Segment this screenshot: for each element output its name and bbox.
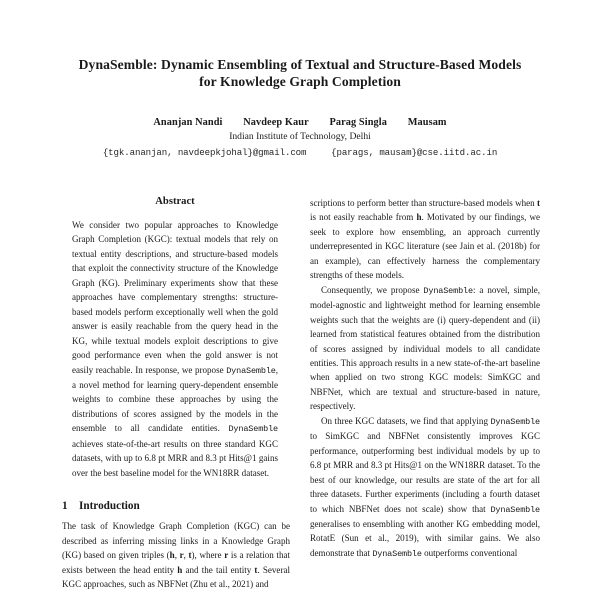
intro-text-b: ), where bbox=[191, 550, 225, 561]
section-title: Introduction bbox=[79, 500, 140, 513]
right-paragraph-continuation bbox=[310, 196, 540, 283]
section-number: 1 bbox=[62, 500, 68, 513]
symbol-head: h bbox=[169, 550, 175, 561]
symbol-tail: t bbox=[536, 198, 540, 208]
cont-text-b: is not easily reachable from bbox=[310, 212, 417, 223]
model-name-mention: DynaSemble bbox=[226, 365, 276, 376]
section-heading-introduction bbox=[62, 500, 290, 512]
symbol-tail: t bbox=[188, 550, 192, 561]
model-name-mention: DynaSemble bbox=[423, 285, 473, 296]
author-name: Ananjan Nandi bbox=[153, 117, 223, 128]
author-name: Mausam bbox=[407, 117, 447, 128]
cont-text-c: . Motivated by our findings, we seek to explore how ensembling, an approach currently underrepresented in KGC literature (see Jain et al. (2018b) for an example), can effectively harness the complementary strengths of these models. bbox=[310, 212, 540, 281]
model-name-mention: DynaSemble bbox=[490, 504, 540, 515]
abstract-text-part2: , a novel method for learning query-dependent ensemble weights to combine these approaches by using the distributions of scores assigned by the models in the ensemble to all candidate entities. bbox=[72, 364, 278, 434]
abstract-text-part1: We consider two popular approaches to Knowledge Graph Completion (KGC): textual models that rely on textual entity descriptions, and structure-based models that exploit the connectivity structure of the Knowledge Graph (KG). Preliminary experiments show that these approaches have complementary strengths: structure-based models perform exceptionally well when the gold answer is easily reachable from the query head in the KG, while textual models exploit descriptions to give good performance even when the gold answer is not easily reachable. In response, we propose bbox=[72, 220, 278, 375]
title-block bbox=[0, 0, 600, 158]
page-title bbox=[60, 56, 540, 90]
symbol-tail: t bbox=[254, 564, 258, 575]
author-list bbox=[0, 117, 600, 128]
title-line-2: for Knowledge Graph Completion bbox=[199, 74, 401, 89]
email-group-gmail: {tgk.ananjan, navdeepkjohal}@gmail.com bbox=[102, 147, 307, 158]
abstract-text-part3: achieves state-of-the-art results on three standard KGC datasets, with up to 6.8 pt MRR and 8.3 pt Hits@1 gains over the best baseline model for the WN18RR dataset. bbox=[72, 438, 278, 478]
abstract-paragraph bbox=[72, 218, 278, 480]
p2-text-b: : a novel, simple, model-agnostic and lightweight method for learning ensemble weights such that the weights are (i) query-dependent and (ii) learned from statistical features obtained from the distribution of scores assigned by individual models to all candidate entities. This approach results in a new state-of-the-art baseline when applied on two strong KGC models: SimKGC and NBFNet, which are textual and structure-based in nature, respectively. bbox=[310, 284, 541, 412]
symbol-head: h bbox=[416, 212, 422, 223]
p2-text-a: Consequently, we propose bbox=[321, 284, 424, 295]
title-line-1: DynaSemble: Dynamic Ensembling of Textual and Structure-Based Models bbox=[78, 57, 522, 72]
model-name-mention: DynaSemble bbox=[372, 548, 422, 559]
p3-text-b: to SimKGC and NBFNet consistently improves KGC performance, outperforming best individual models by up to 6.8 pt MRR and 8.3 pt Hits@1 on the WN18RR dataset. To the best of our knowledge, our results are state of the art for all three datasets. Further experiments (including a fourth dataset to which NBFNet does not scale) show that bbox=[310, 431, 540, 514]
author-name: Navdeep Kaur bbox=[243, 117, 309, 128]
cont-text-a: scriptions to perform better than structure-based models when bbox=[310, 198, 537, 208]
model-name-mention: DynaSemble bbox=[490, 416, 540, 427]
email-group-iitd: {parags, mausam}@cse.iitd.ac.in bbox=[331, 147, 498, 158]
right-paragraph-3 bbox=[310, 414, 540, 562]
p3-text-c: generalises to ensembling with another KG embedding model, RotatE (Sun et al., 2019), with similar gains. We also demonstrate that bbox=[310, 518, 540, 558]
introduction-paragraph-1 bbox=[62, 519, 290, 591]
intro-text-e: . Several KGC approaches, such as NBFNet (Zhu et al., 2021) and bbox=[62, 564, 290, 589]
email-row bbox=[0, 147, 600, 158]
affiliation: Indian Institute of Technology, Delhi bbox=[229, 131, 371, 142]
model-name-mention: DynaSemble bbox=[228, 424, 278, 435]
right-paragraph-2 bbox=[310, 283, 540, 414]
abstract-section bbox=[72, 196, 278, 480]
p3-text-a: On three KGC datasets, we find that applying bbox=[321, 415, 491, 426]
symbol-relation: r bbox=[179, 550, 184, 561]
symbol-relation: r bbox=[224, 550, 229, 561]
abstract-heading: Abstract bbox=[155, 196, 195, 207]
intro-sep: , bbox=[174, 550, 180, 561]
intro-text-a: The task of Knowledge Graph Completion (KGC) can be described as inferring missing links in a Knowledge Graph (KG) based on given triples ( bbox=[62, 521, 290, 561]
symbol-head: h bbox=[177, 564, 183, 575]
right-column bbox=[310, 196, 540, 561]
intro-text-c: is a relation that exists between the head entity bbox=[62, 550, 290, 575]
p3-text-d: outperforms conventional bbox=[421, 547, 518, 558]
left-column bbox=[62, 196, 290, 591]
author-name: Parag Singla bbox=[329, 117, 387, 128]
intro-sep: , bbox=[183, 550, 189, 561]
intro-text-d: and the tail entity bbox=[182, 564, 255, 575]
